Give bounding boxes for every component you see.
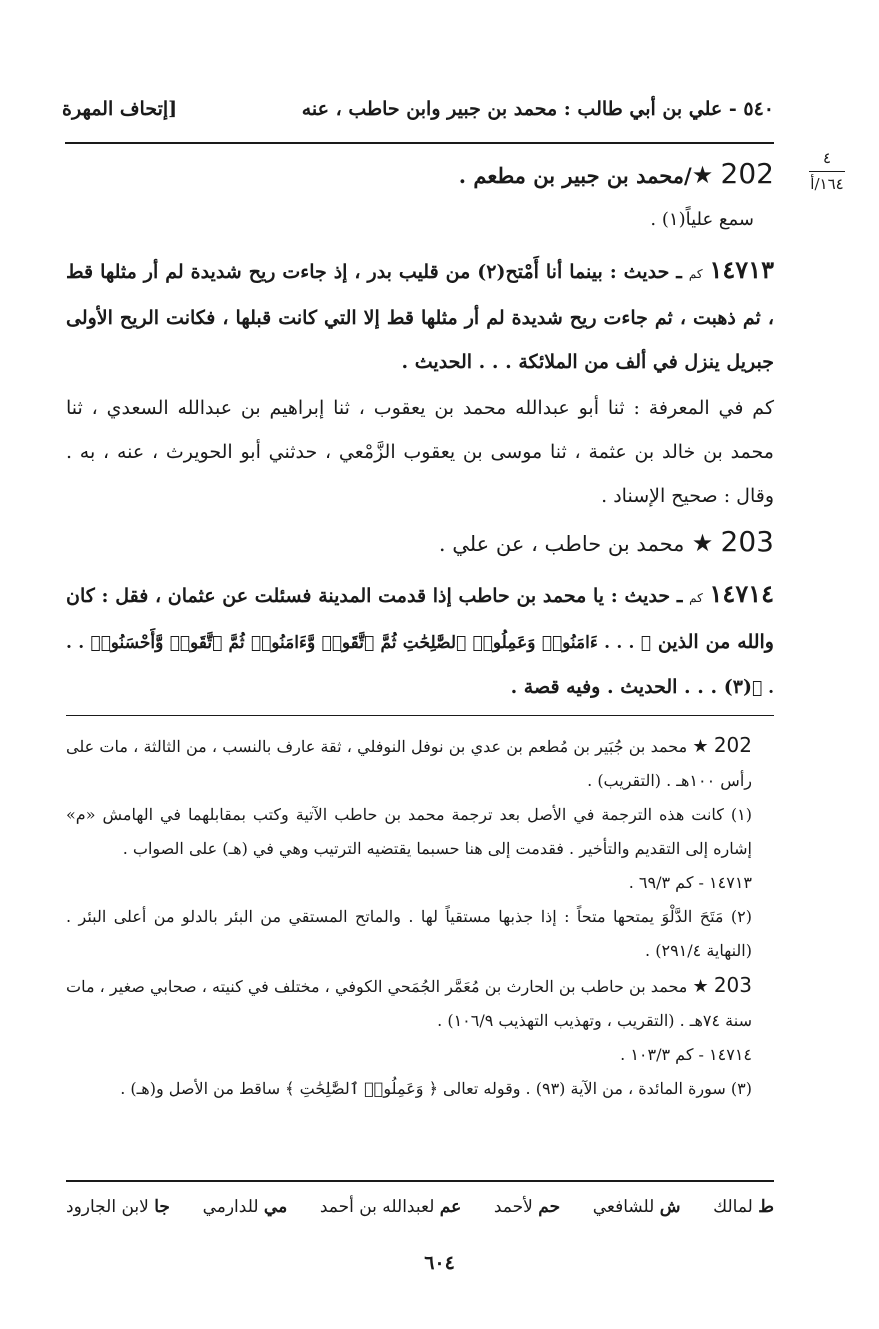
footnotes [66, 728, 774, 1106]
hadith-14714 [66, 572, 774, 710]
hadith-text: ـ حديث : بينما أنا أَمْتح(٢) من قليب بدر ، إذ جاءت ريح شديدة لم أر مثلها قط ، ثم ذهبت ، ثم جاءت ريح شديدة لم أر مثلها قط إلا التي كانت قبلها ، فكانت الريح الأولى جبريل ينزل في ألف من الملائكة . . . الحديث . [66, 261, 774, 373]
entry-number: 202 [720, 157, 774, 190]
running-title: ٥٤٠ - علي بن أبي طالب : محمد بن جبير وابن حاطب ، عنه [301, 98, 774, 120]
footnote-marker: (٢) [730, 907, 752, 926]
footnote-rule [66, 715, 774, 716]
abbreviation: ش للشافعي [592, 1197, 681, 1217]
abbreviation: حم لأحمد [493, 1197, 561, 1217]
hadith-number: ١٤٧١٤ [709, 579, 774, 608]
star-icon: ★ [692, 976, 709, 997]
entry-title: /محمد بن جبير بن مطعم . [458, 163, 692, 188]
star-icon: ★ [691, 161, 714, 189]
hadith-siglum: كم [689, 591, 703, 605]
margin-note-bottom: ١٦٤/أ [810, 174, 844, 193]
footnote-text: مَتَحَ الدَّلْوَ يمتحها متحاً : إذا جذبها مستقياً لها . والماتح المستقي من البئر بالدلو من أعلى البئر . (النهاية ٢٩١/٤) . [66, 907, 752, 960]
entry-heading-203 [66, 518, 774, 566]
hadith-text-end: (٣) . . . الحديث . وفيه قصة . [510, 676, 752, 698]
footnote [66, 728, 774, 798]
hadith-number: ١٤٧١٣ [709, 255, 774, 284]
abbreviation: عم لعبدالله بن أحمد [319, 1197, 462, 1217]
footnote-marker: (١) [730, 805, 752, 824]
footnote-marker: 203 [713, 973, 752, 997]
abbreviations-key [66, 1190, 774, 1224]
abbreviation: جا لابن الجارود [66, 1197, 170, 1217]
hadith-source-14713: كم في المعرفة : ثنا أبو عبدالله محمد بن يعقوب ، ثنا إبراهيم بن عبدالله السعدي ، ثنا محمد بن خالد بن عثمة ، ثنا موسى بن يعقوب الزَّمْعي ، حدثني أبو الحويرث ، عنه ، به . وقال : صحيح الإسناد . [66, 397, 774, 507]
star-icon: ★ [691, 529, 714, 557]
footnote-text: محمد بن حاطب بن الحارث بن مُعَمَّر الجُمَحي الكوفي ، مختلف في كنيته ، صحابي صغير ، مات سنة ٧٤هـ . (التقريب ، وتهذيب التهذيب ١٠٦/٩) . [66, 977, 752, 1030]
entry-title: محمد بن حاطب ، عن علي . [438, 532, 685, 556]
footnote [66, 798, 774, 866]
footnote-marker: (٣) [730, 1079, 752, 1098]
running-header [62, 92, 774, 126]
footnote [66, 1038, 774, 1072]
main-text [66, 150, 774, 710]
entry-number: 203 [720, 525, 774, 558]
book-title: [إتحاف المهرة [62, 98, 178, 120]
footnote-marker: ١٤٧١٤ [709, 1045, 752, 1064]
footnote [66, 900, 774, 968]
hadith-text: ـ حديث : يا محمد بن حاطب إذا قدمت المدينة فسئلت عن عثمان ، فقل : كان والله من الذين [66, 585, 774, 653]
footnote-marker: ١٤٧١٣ [709, 873, 752, 892]
abbreviation: مي للدارمي [202, 1197, 288, 1217]
margin-note-top: ٤ [822, 149, 832, 167]
abbreviation: ط لمالك [713, 1197, 774, 1217]
footnote-text: كانت هذه الترجمة في الأصل بعد ترجمة محمد بن حاطب الآتية وكتب بمقابلهما في الهامش «م» إشاره إلى التقديم والتأخير . فقدمت إلى هنا حسبما يقتضيه الترتيب وهي في (هـ) على الصواب . [66, 805, 752, 858]
footnote-text: محمد بن جُبَير بن مُطعم بن عدي بن نوفل النوفلي ، ثقة عارف بالنسب ، من الثالثة ، مات على رأس ١٠٠هـ . (التقريب) . [66, 737, 752, 790]
star-icon: ★ [692, 736, 709, 757]
quran-quote: ﴿ . . . ءَامَنُوا۟ وَعَمِلُوا۟ ٱلصَّٰلِحَٰتِ ثُمَّ ٱتَّقَوا۟ وَّءَامَنُوا۟ ثُمَّ ٱتَّقَوا۟ وَّأَحْسَنُوا۟ . . . ﴾ [66, 633, 774, 698]
entry-heading-202 [66, 150, 774, 198]
footnote [66, 866, 774, 900]
margin-folio-note [807, 150, 847, 192]
hadith-14713 [66, 248, 774, 384]
entry-subline: سمع علياً(١) . [650, 209, 754, 230]
footnote-text: سورة المائدة ، من الآية (٩٣) . وقوله تعالى ﴿ وَعَمِلُوا۟ ٱلصَّٰلِحَٰتِ ﴾ ساقط من الأصل و(هـ) . [120, 1079, 726, 1098]
footnote [66, 968, 774, 1038]
header-rule [65, 142, 774, 144]
abbreviations-rule [66, 1180, 774, 1182]
footnote-marker: 202 [713, 733, 752, 757]
footnote [66, 1072, 774, 1106]
footnote-text: - كم ٦٩/٣ . [628, 873, 704, 892]
hadith-siglum: كم [688, 267, 703, 281]
page-number: ٦٠٤ [424, 1252, 455, 1274]
footnote-text: - كم ١٠٣/٣ . [620, 1045, 704, 1064]
margin-note-divider [809, 171, 845, 172]
